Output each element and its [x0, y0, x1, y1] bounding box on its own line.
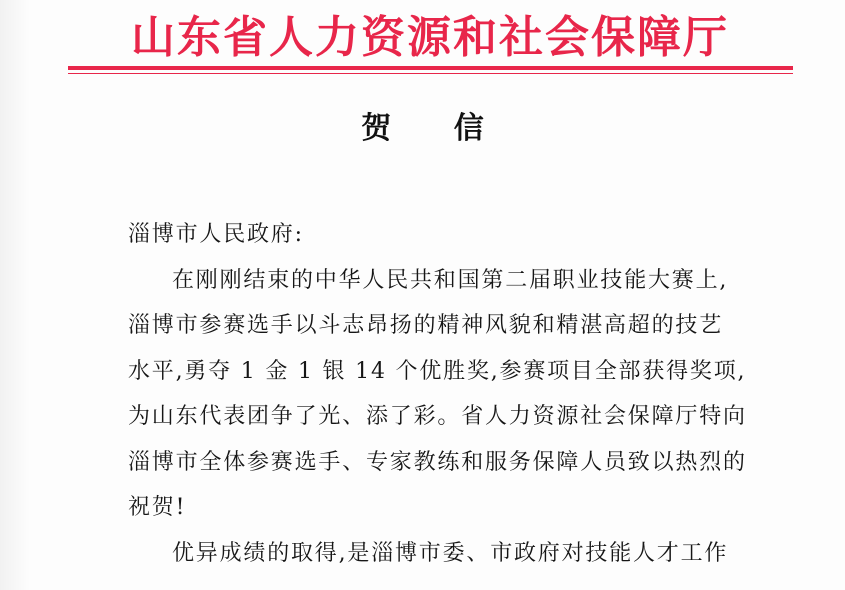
letterhead-rule-thick	[68, 66, 793, 70]
body-line: 优异成绩的取得,是淄博市委、市政府对技能人才工作	[172, 540, 729, 566]
body-line: 淄博市参赛选手以斗志昂扬的精神风貌和精湛高超的技艺	[128, 313, 724, 338]
body-line: 祝贺!	[128, 495, 187, 520]
salutation: 淄博市人民政府:	[128, 222, 304, 247]
body-line: 在刚刚结束的中华人民共和国第二届职业技能大赛上,	[172, 267, 729, 293]
scan-shadow	[0, 0, 30, 590]
letterhead-organization: 山东省人力资源和社会保障厅	[131, 12, 729, 63]
body-line: 为山东代表团争了光、添了彩。省人力资源社会保障厅特向	[128, 404, 747, 429]
body-line: 淄博市全体参赛选手、专家教练和服务保障人员致以热烈的	[128, 449, 747, 475]
letterhead-rule-thin	[68, 73, 793, 74]
letter-body	[128, 212, 758, 576]
document-title: 贺 信	[361, 111, 510, 146]
body-line: 水平,勇夺 1 金 1 银 14 个优胜奖,参赛项目全部获得奖项,	[128, 358, 747, 384]
